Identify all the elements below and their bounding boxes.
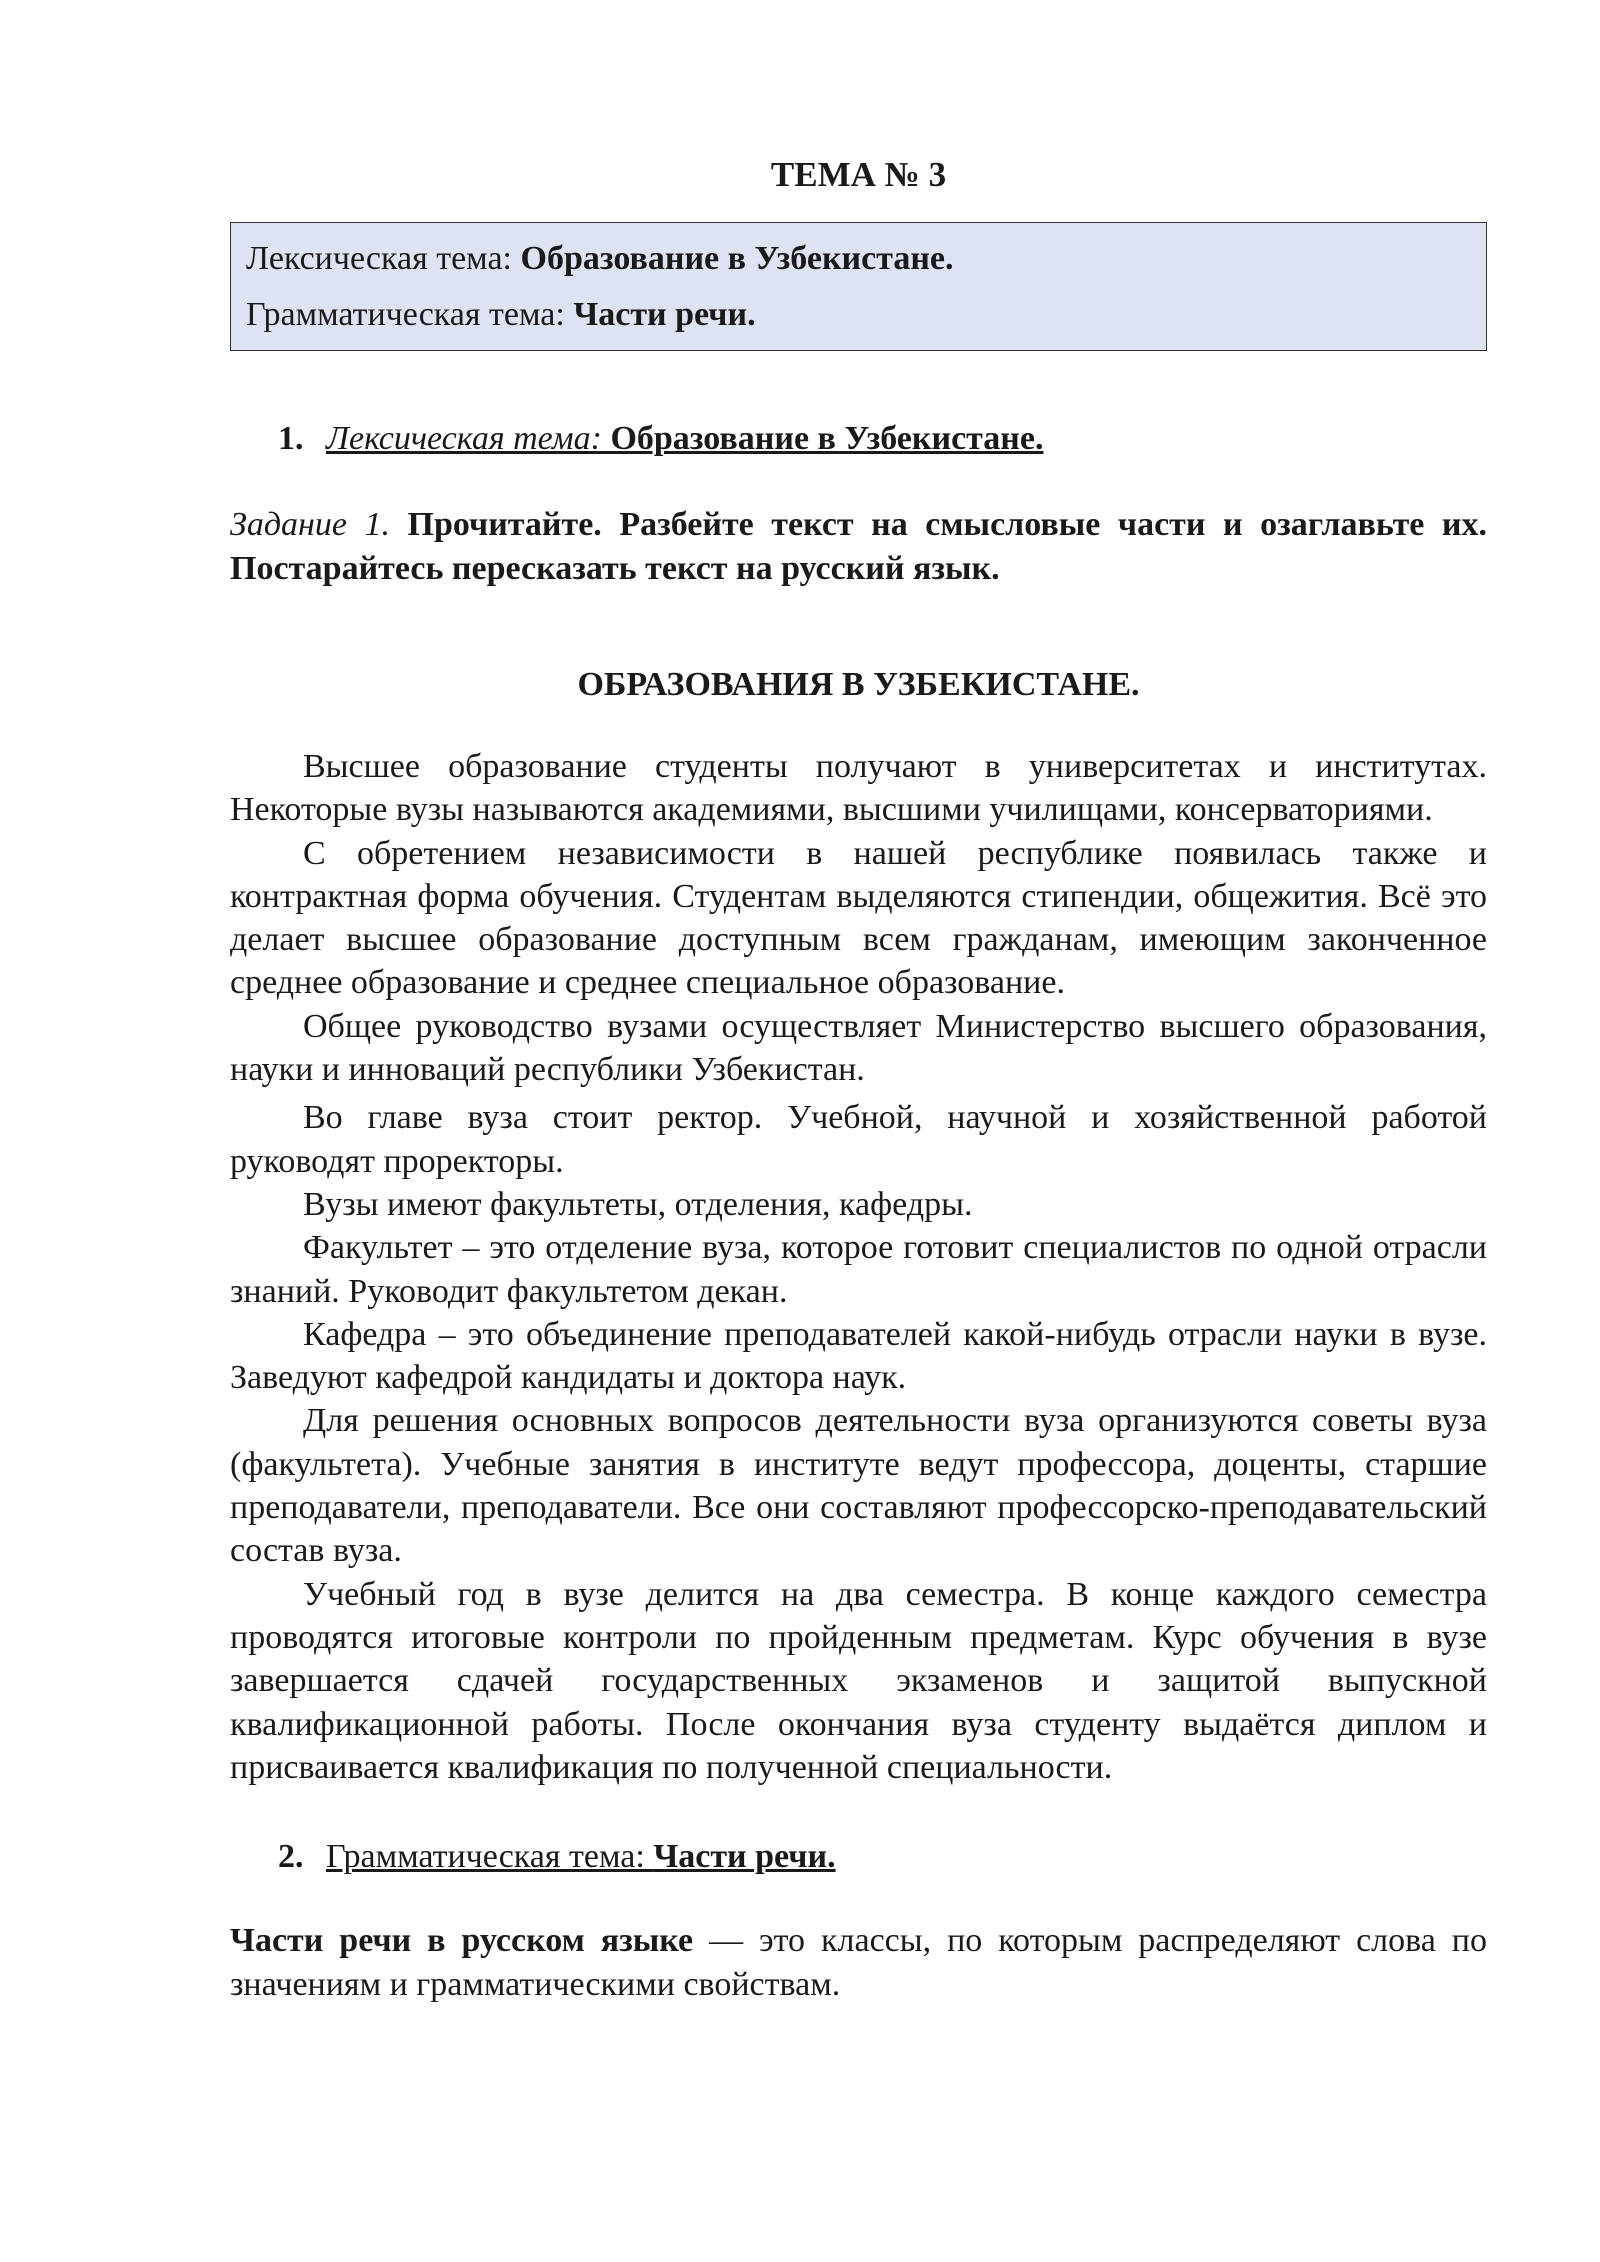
section-1-label: Лексическая тема: <box>326 420 602 457</box>
lexical-topic-label: Лексическая тема: <box>246 240 521 277</box>
paragraph: Для решения основных вопросов деятельности вуза организуются советы вуза (факультета). Учебные занятия в институте ведут профессора, доценты, старшие преподаватели, преподаватели. Все они составляют профессорско-преподавательский состав вуза. <box>230 1402 1487 1570</box>
page-title: ТЕМА № 3 <box>770 155 947 194</box>
task-1-label: Задание 1 <box>230 506 382 543</box>
paragraph: Факультет – это отделение вуза, которое готовит специалистов по одной отрасли знаний. Руководит факультетом декан. <box>230 1229 1487 1310</box>
paragraph: Кафедра – это объединение преподавателей какой-нибудь отрасли науки в вузе. Заведуют кафедрой кандидаты и доктора наук. <box>230 1315 1487 1397</box>
section-1-number: 1. <box>278 420 304 457</box>
section-2-number: 2. <box>278 1838 304 1876</box>
definition-text: — это классы, по которым распределяют слова по значениям и грамматическими свойствам. <box>230 1922 1487 2003</box>
topic-box <box>230 222 1487 351</box>
grammar-topic-line <box>246 295 1471 335</box>
text-title: ОБРАЗОВАНИЯ В УЗБЕКИСТАНЕ. <box>577 666 1140 703</box>
lexical-topic-value: Образование в Узбекистане. <box>520 240 954 277</box>
page-content <box>230 150 1487 2006</box>
paragraph: Во главе вуза стоит ректор. Учебной, научной и хозяйственной работой руководят проректоры. <box>230 1099 1487 1180</box>
grammar-topic-value: Части речи. <box>573 296 756 333</box>
paragraph: Общее руководство вузами осуществляет Министерство высшего образования, науки и инноваций республики Узбекистан. <box>230 1007 1487 1089</box>
task-1-dot: . <box>381 506 391 543</box>
lexical-topic-line <box>246 239 1471 279</box>
task-1-text: Прочитайте. Разбейте текст на смысловые части и озаглавьте их. Постарайтесь пересказать текст на русский язык. <box>230 506 1488 587</box>
paragraph: Высшее образование студенты получают в университетах и институтах. Некоторые вузы называются академиями, высшими училищами, консерваториями. <box>230 748 1487 829</box>
grammar-topic-label: Грамматическая тема: <box>246 296 574 333</box>
paragraph: Вузы имеют факультеты, отделения, кафедры. <box>303 1185 973 1223</box>
section-2-label: Грамматическая тема: <box>326 1838 654 1876</box>
task-1 <box>230 503 1487 591</box>
paragraph: Учебный год в вузе делится на два семестра. В конце каждого семестра проводятся итоговые контроли по пройденным предметам. Курс обучения в вузе завершается сдачей государственных экзаменов и защитой выпускной квалификационной работы. После окончания вуза студенту выдаётся диплом и присваивается квалификация по полученной специальности. <box>230 1575 1487 1786</box>
section-1-value: Образование в Узбекистане. <box>610 420 1044 457</box>
parts-of-speech-definition <box>230 1919 1487 2006</box>
reading-text <box>230 745 1487 1789</box>
paragraph: С обретением независимости в нашей республике появилась также и контрактная форма обучения. Студентам выделяются стипендии, общежития. Всё это делает высшее образование доступным всем гражданам, имеющим законченное среднее образование и среднее специальное образование. <box>230 834 1487 1002</box>
section-2-heading <box>278 1835 1487 1879</box>
section-2-value: Части речи. <box>653 1838 836 1876</box>
definition-term: Части речи в русском языке <box>230 1922 694 1960</box>
section-1-heading <box>278 417 1487 461</box>
